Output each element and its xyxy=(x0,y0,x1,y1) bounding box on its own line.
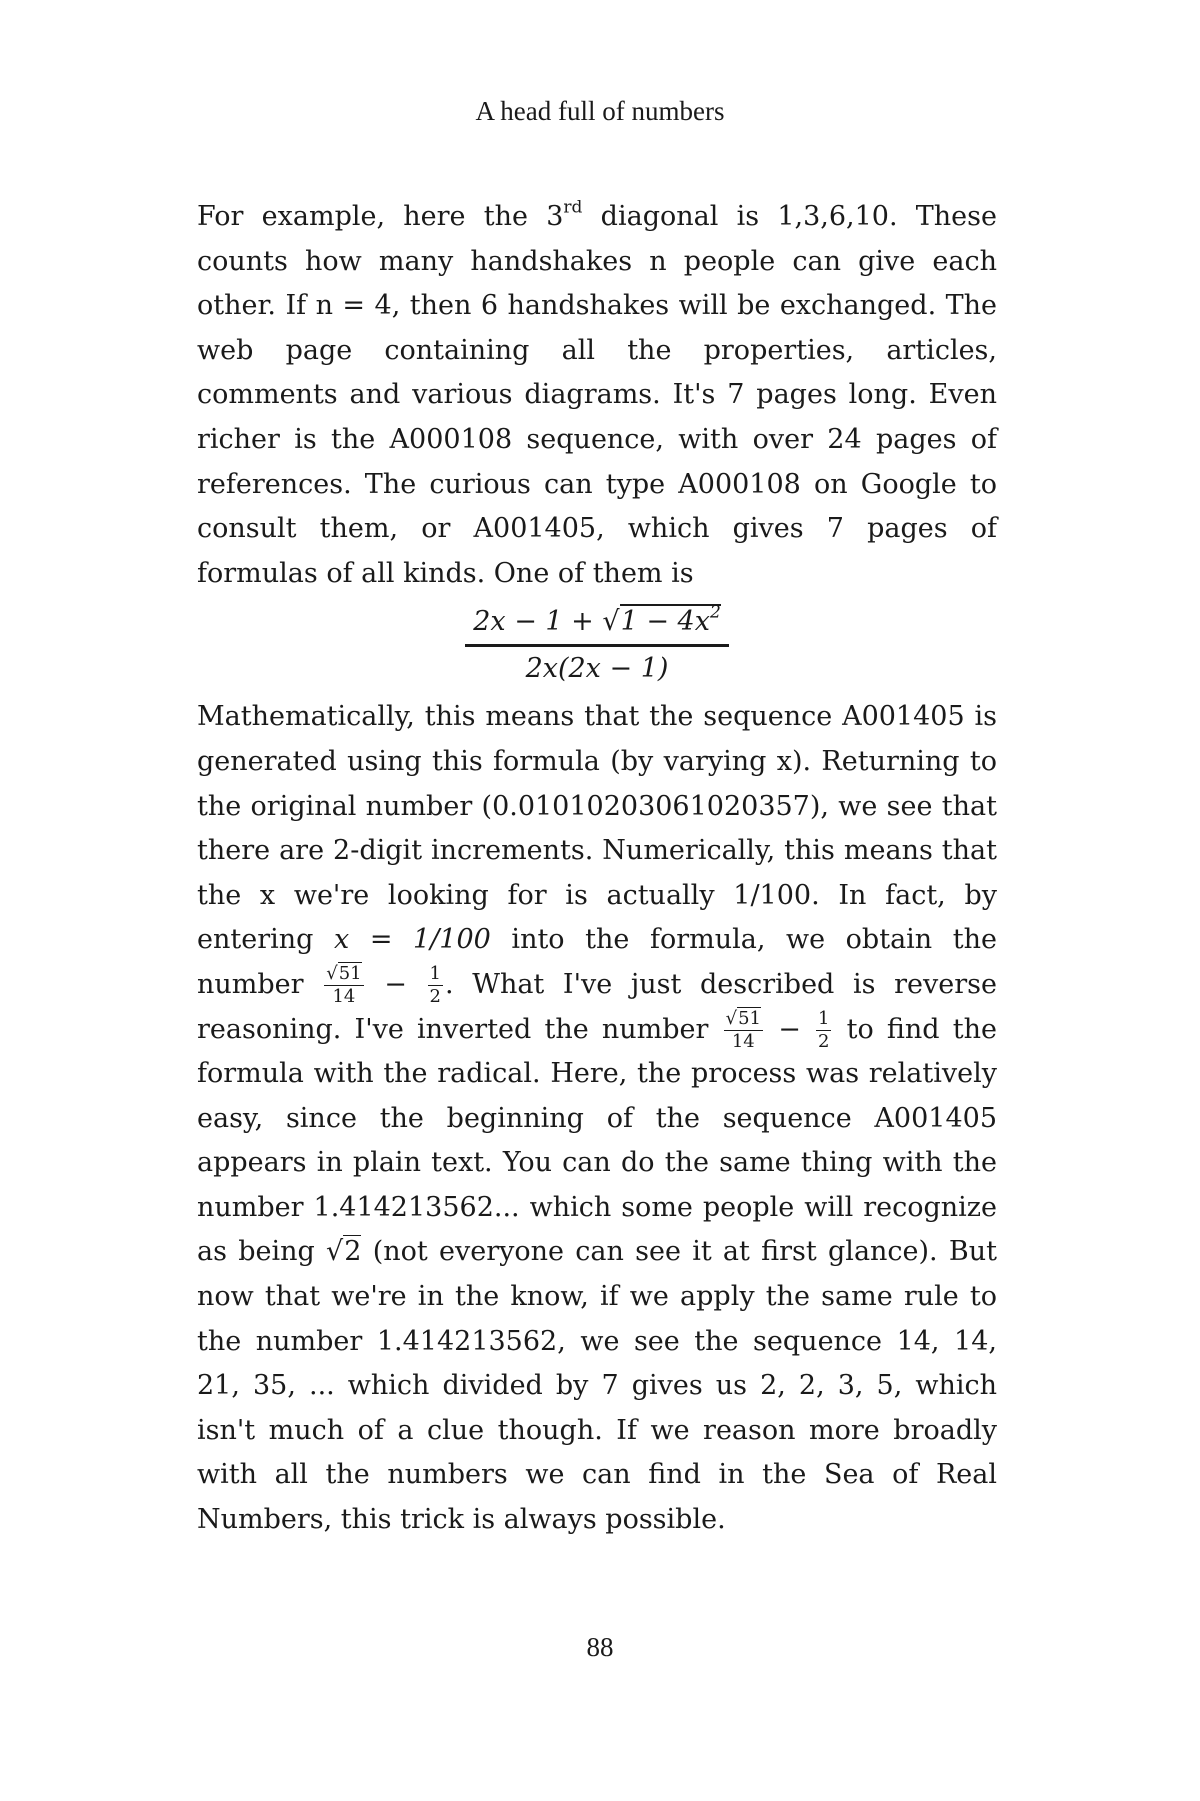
para2-text-c: . What I've just described is reverse reasoning. I've inverted the number xyxy=(197,968,997,1045)
inline-fraction-one-half xyxy=(428,962,443,1007)
inline-fraction-numerator: 1 xyxy=(429,962,441,984)
formula-fraction xyxy=(465,600,729,691)
radicand xyxy=(620,604,721,637)
paragraph-1 xyxy=(197,195,997,596)
para2-text-d: to find the formula with the radical. Here, the process was relatively easy, since the beginning of the sequence A001405 appears in plain text. You can do the same thing with the number 1.414213562... which some people will recognize as being xyxy=(197,1013,997,1268)
formula-numerator-lead: 2x − 1 + xyxy=(473,606,603,638)
radical-symbol: √ xyxy=(326,962,338,984)
para2-text-a: Mathematically, this means that the sequence A001405 is generated using this formula (by varying x). Returning to the original number (0.01010203061020357), we see that there are 2-digit increments. Numerically, this means that the x we're looking for is actually 1/100. In fact, by entering xyxy=(197,701,997,956)
inline-fraction-sqrt51-over-14 xyxy=(324,962,363,1007)
inline-fraction-denominator: 2 xyxy=(429,985,441,1007)
inline-fraction-denominator: 2 xyxy=(818,1030,830,1052)
para1-text-b: diagonal is 1,3,6,10. These counts how many handshakes n people can give each other. If n = 4, then 6 handshakes will be exchanged. The web page containing all the properties, articles, comments and various diagrams. It's 7 pages long. Even richer is the A000108 sequence, with over 24 pages of references. The curious can type A000108 on Google to consult them, or A001405, which gives 7 pages of formulas of all kinds. One of them is xyxy=(197,201,997,589)
radical-symbol: √ xyxy=(326,1236,344,1268)
sqrt-sign xyxy=(725,1007,762,1029)
inline-fraction-numerator: 1 xyxy=(818,1007,830,1029)
sqrt-two xyxy=(326,1230,361,1275)
radical-symbol: √ xyxy=(725,1007,738,1029)
radical-symbol: √ xyxy=(602,606,620,638)
exponent: 2 xyxy=(709,602,721,623)
running-head: A head full of numbers xyxy=(475,96,725,126)
inline-equation: x = 1/100 xyxy=(334,924,491,956)
para2-text-b: into the formula, we obtain the number xyxy=(197,924,997,1000)
inline-fraction-denominator: 14 xyxy=(332,985,356,1007)
radicand: 2 xyxy=(344,1236,362,1268)
formula-numerator xyxy=(465,600,729,647)
inline-fraction-denominator: 14 xyxy=(731,1030,755,1052)
inline-fraction-numerator xyxy=(324,962,363,986)
sqrt-sign xyxy=(326,962,362,984)
para2-text-e: (not everyone can see it at first glance). But now that we're in the know, if we apply the same rule to the number 1.414213562, we see the sequence 14, 14, 21, 35, ... which divided by 7 gives us 2, 2, 3, 5, which isn't much of a clue though. If we reason more broadly with all the numbers we can find in the Sea of Real Numbers, this trick is always possible. xyxy=(197,1236,997,1536)
display-formula xyxy=(197,600,997,691)
sqrt-sign xyxy=(602,602,720,642)
inline-fraction-sqrt51-over-14 xyxy=(724,1007,763,1052)
ordinal-superscript: rd xyxy=(563,197,583,218)
page-number: 88 xyxy=(586,1632,614,1662)
minus-sign: − xyxy=(765,1013,814,1045)
inline-fraction-numerator xyxy=(724,1007,763,1031)
paragraph-2 xyxy=(197,695,997,1542)
body-text xyxy=(197,195,997,1543)
radicand-text: 1 − 4x xyxy=(620,606,710,638)
radicand: 51 xyxy=(338,962,362,984)
inline-fraction-one-half xyxy=(816,1007,831,1052)
formula-denominator: 2x(2x − 1) xyxy=(525,653,669,685)
minus-sign: − xyxy=(365,968,426,1000)
para1-text-a: For example, here the 3 xyxy=(197,201,564,232)
radicand: 51 xyxy=(738,1007,762,1029)
